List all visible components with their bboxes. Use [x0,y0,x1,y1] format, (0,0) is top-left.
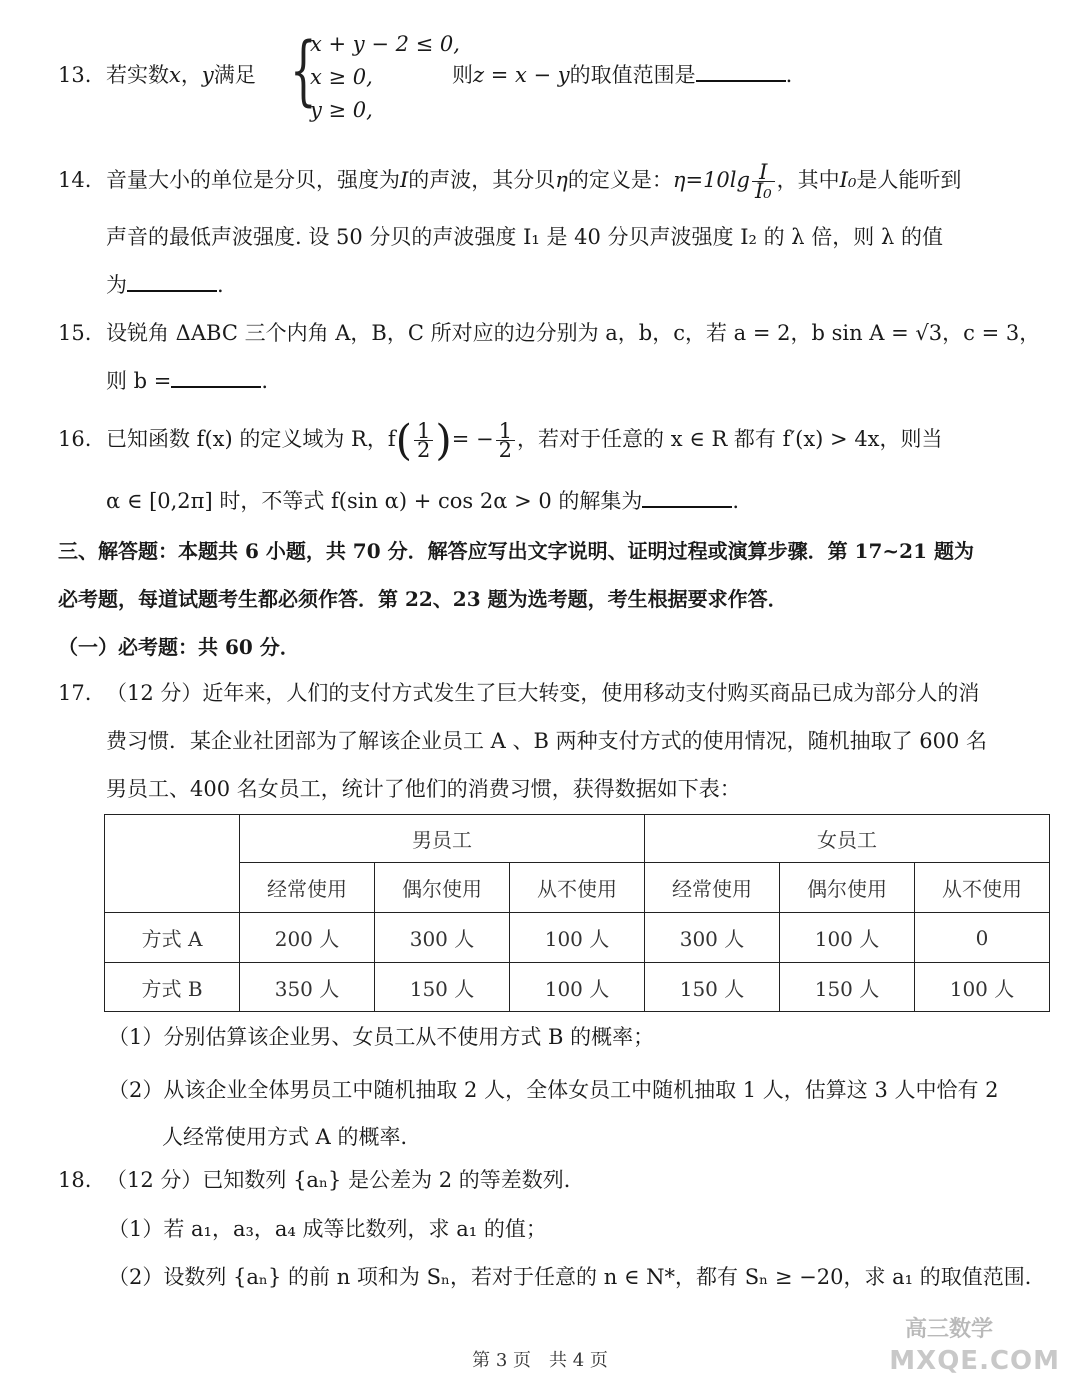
fraction-numerator: 1 [414,422,433,441]
table-cell: 150 人 [780,963,915,1012]
q18-text: （12 分）已知数列 {aₙ} 是公差为 2 的等差数列． [106,1168,585,1192]
question-15-line-2 [106,366,268,396]
question-16-line-1 [58,415,943,465]
q13-tail [452,60,792,90]
table-cell: 350 人 [240,963,375,1012]
left-paren-icon: ( [395,415,413,465]
question-number: 18. [58,1168,92,1192]
question-17-part-1: （1）分别估算该企业男、女员工从不使用方式 B 的概率； [108,1025,655,1049]
q14-text-c: 的定义是： [567,168,673,192]
watermark-corner-tag: 高三数学 [905,1316,994,1342]
table-cell: 100 人 [915,963,1050,1012]
section-3-heading-line-1: 三、解答题：本题共 6 小题，共 70 分．解答应写出文字说明、证明过程或演算步骤．第 17~21 题为 [58,539,974,563]
q13-var-y: y [201,63,214,87]
q16-end: . [732,489,740,513]
q13-then: 则 [452,63,473,87]
question-number: 16. [58,427,92,451]
watermark-site: MXQE.COM [889,1346,1060,1376]
q16-text-b: ，若对于任意的 x ∈ R 都有 f′(x) > 4x，则当 [517,427,943,451]
q13-text-mid: 满足 [213,63,256,87]
usage-table [104,814,1050,1012]
q13-text: 若实数 [106,63,169,87]
question-13: 13. 若实数x，y满足 [58,60,256,90]
question-number: 13. [58,63,92,87]
fraction-numerator: 1 [496,422,515,441]
question-14-line-2: 声音的最低声波强度. 设 50 分贝的声波强度 I₁ 是 40 分贝声波强度 I₂ 的 λ 倍，则 λ 的值 [106,225,943,249]
question-17-line-1 [58,678,979,708]
q13-constraint-2: x ≥ 0, [310,65,373,89]
question-18-line-1 [58,1165,585,1195]
question-number: 17. [58,681,92,705]
q13-constraint-3: y ≥ 0, [310,98,373,122]
answer-blank [127,270,217,292]
q14-end: . [217,273,224,297]
table-cell: 300 人 [375,913,510,963]
q14-var-eta: η [555,168,568,192]
q14-text-d: ，其中 [776,168,840,192]
question-14-line-3 [106,270,224,300]
q13-suffix: 的取值范围是 [569,63,696,87]
q13-end: . [785,63,793,87]
table-header-row [105,863,1050,913]
table-row [105,913,1050,963]
table-cell: 150 人 [375,963,510,1012]
q14-formula: η=10lg [672,168,750,192]
answer-blank [171,366,261,388]
question-17-line-3: 男员工、400 名女员工，统计了他们的消费习惯，获得数据如下表： [106,777,741,801]
fraction-denominator: 2 [498,438,513,462]
fraction-denominator: I₀ [754,179,772,203]
q13-constraint-1: x + y − 2 ≤ 0, [310,32,460,56]
fraction-denominator: 2 [417,438,431,462]
table-row-label: 方式 B [105,963,240,1012]
q15-text-b: 则 b = [106,369,172,393]
question-16-line-2 [106,486,739,516]
table-cell: 0 [915,913,1050,963]
table-group-female: 女员工 [645,815,1050,863]
q15-end: . [261,369,269,393]
table-cell: 150 人 [645,963,780,1012]
right-paren-icon: ) [435,415,452,465]
section-3-heading-line-2: 必考题，每道试题考生都必须作答．第 22、23 题为选考题，考生根据要求作答． [58,587,788,611]
question-17-part-2-line-1: （2）从该企业全体男员工中随机抽取 2 人，全体女员工中随机抽取 1 人，估算这 3 人中恰有 2 [108,1078,999,1102]
q17-text: （12 分）近年来，人们的支付方式发生了巨大转变，使用移动支付购买商品已成为部分人的消 [106,681,980,705]
q14-text-e: 是人能听到 [856,168,962,192]
table-header-cell: 经常使用 [645,863,780,913]
question-18-part-1: （1）若 a₁，a₃，a₄ 成等比数列，求 a₁ 的值； [108,1217,547,1241]
table-header-cell: 从不使用 [915,863,1050,913]
table-header-cell: 偶尔使用 [780,863,915,913]
table-header-cell: 从不使用 [510,863,645,913]
question-18-part-2: （2）设数列 {aₙ} 的前 n 项和为 Sₙ，若对于任意的 n ∈ N*，都有 Sₙ ≥ −20，求 a₁ 的取值范围． [108,1265,1046,1289]
table-cell: 200 人 [240,913,375,963]
page-footer: 第 3 页 共 4 页 [472,1350,608,1371]
q16-text-c: α ∈ [0,2π] 时，不等式 f(sin α) + cos 2α > 0 的解集为 [106,489,643,513]
question-number: 14. [58,168,92,192]
question-17-line-2: 费习惯．某企业社团部为了解该企业员工 A 、B 两种支付方式的使用情况，随机抽取了 600 名 [106,729,988,753]
table-cell: 300 人 [645,913,780,963]
q15-text: 设锐角 ΔABC 三个内角 A，B，C 所对应的边分别为 a，b，c，若 a = 2，b sin A = √3，c = 3， [106,321,1041,345]
question-number: 15. [58,321,92,345]
answer-blank [642,486,732,508]
table-group-header-row [105,815,1050,863]
question-15-line-1 [58,318,1040,348]
table-cell: 100 人 [510,963,645,1012]
q14-fraction [752,160,775,203]
q16-text-a: 已知函数 f(x) 的定义域为 R，f [106,427,396,451]
q14-text-wei: 为 [106,273,127,297]
q14-var-i0: I₀ [839,168,857,192]
question-17-part-2-line-2: 人经常使用方式 A 的概率． [162,1125,422,1149]
q16-fraction-neg-half [496,419,515,462]
q14-var-i: I [400,168,409,192]
table-header-cell: 经常使用 [240,863,375,913]
table-row [105,963,1050,1012]
table-row-label: 方式 A [105,913,240,963]
answer-blank [696,60,786,82]
left-brace-icon: { [290,25,317,114]
table-corner-cell [105,815,240,913]
q16-fraction-half [414,419,433,462]
table-group-male: 男员工 [240,815,645,863]
q14-text-a: 音量大小的单位是分贝，强度为 [106,168,400,192]
q13-expression: z = x − y [473,63,570,87]
table-cell: 100 人 [780,913,915,963]
q14-text-b: 的声波，其分贝 [408,168,556,192]
table-cell: 100 人 [510,913,645,963]
table-header-cell: 偶尔使用 [375,863,510,913]
question-14-line-1 [58,160,962,203]
fraction-numerator: I [752,163,775,182]
section-required-heading: （一）必考题：共 60 分． [58,635,300,659]
q16-equals: = − [451,427,494,451]
q13-var-x: x [169,63,181,87]
